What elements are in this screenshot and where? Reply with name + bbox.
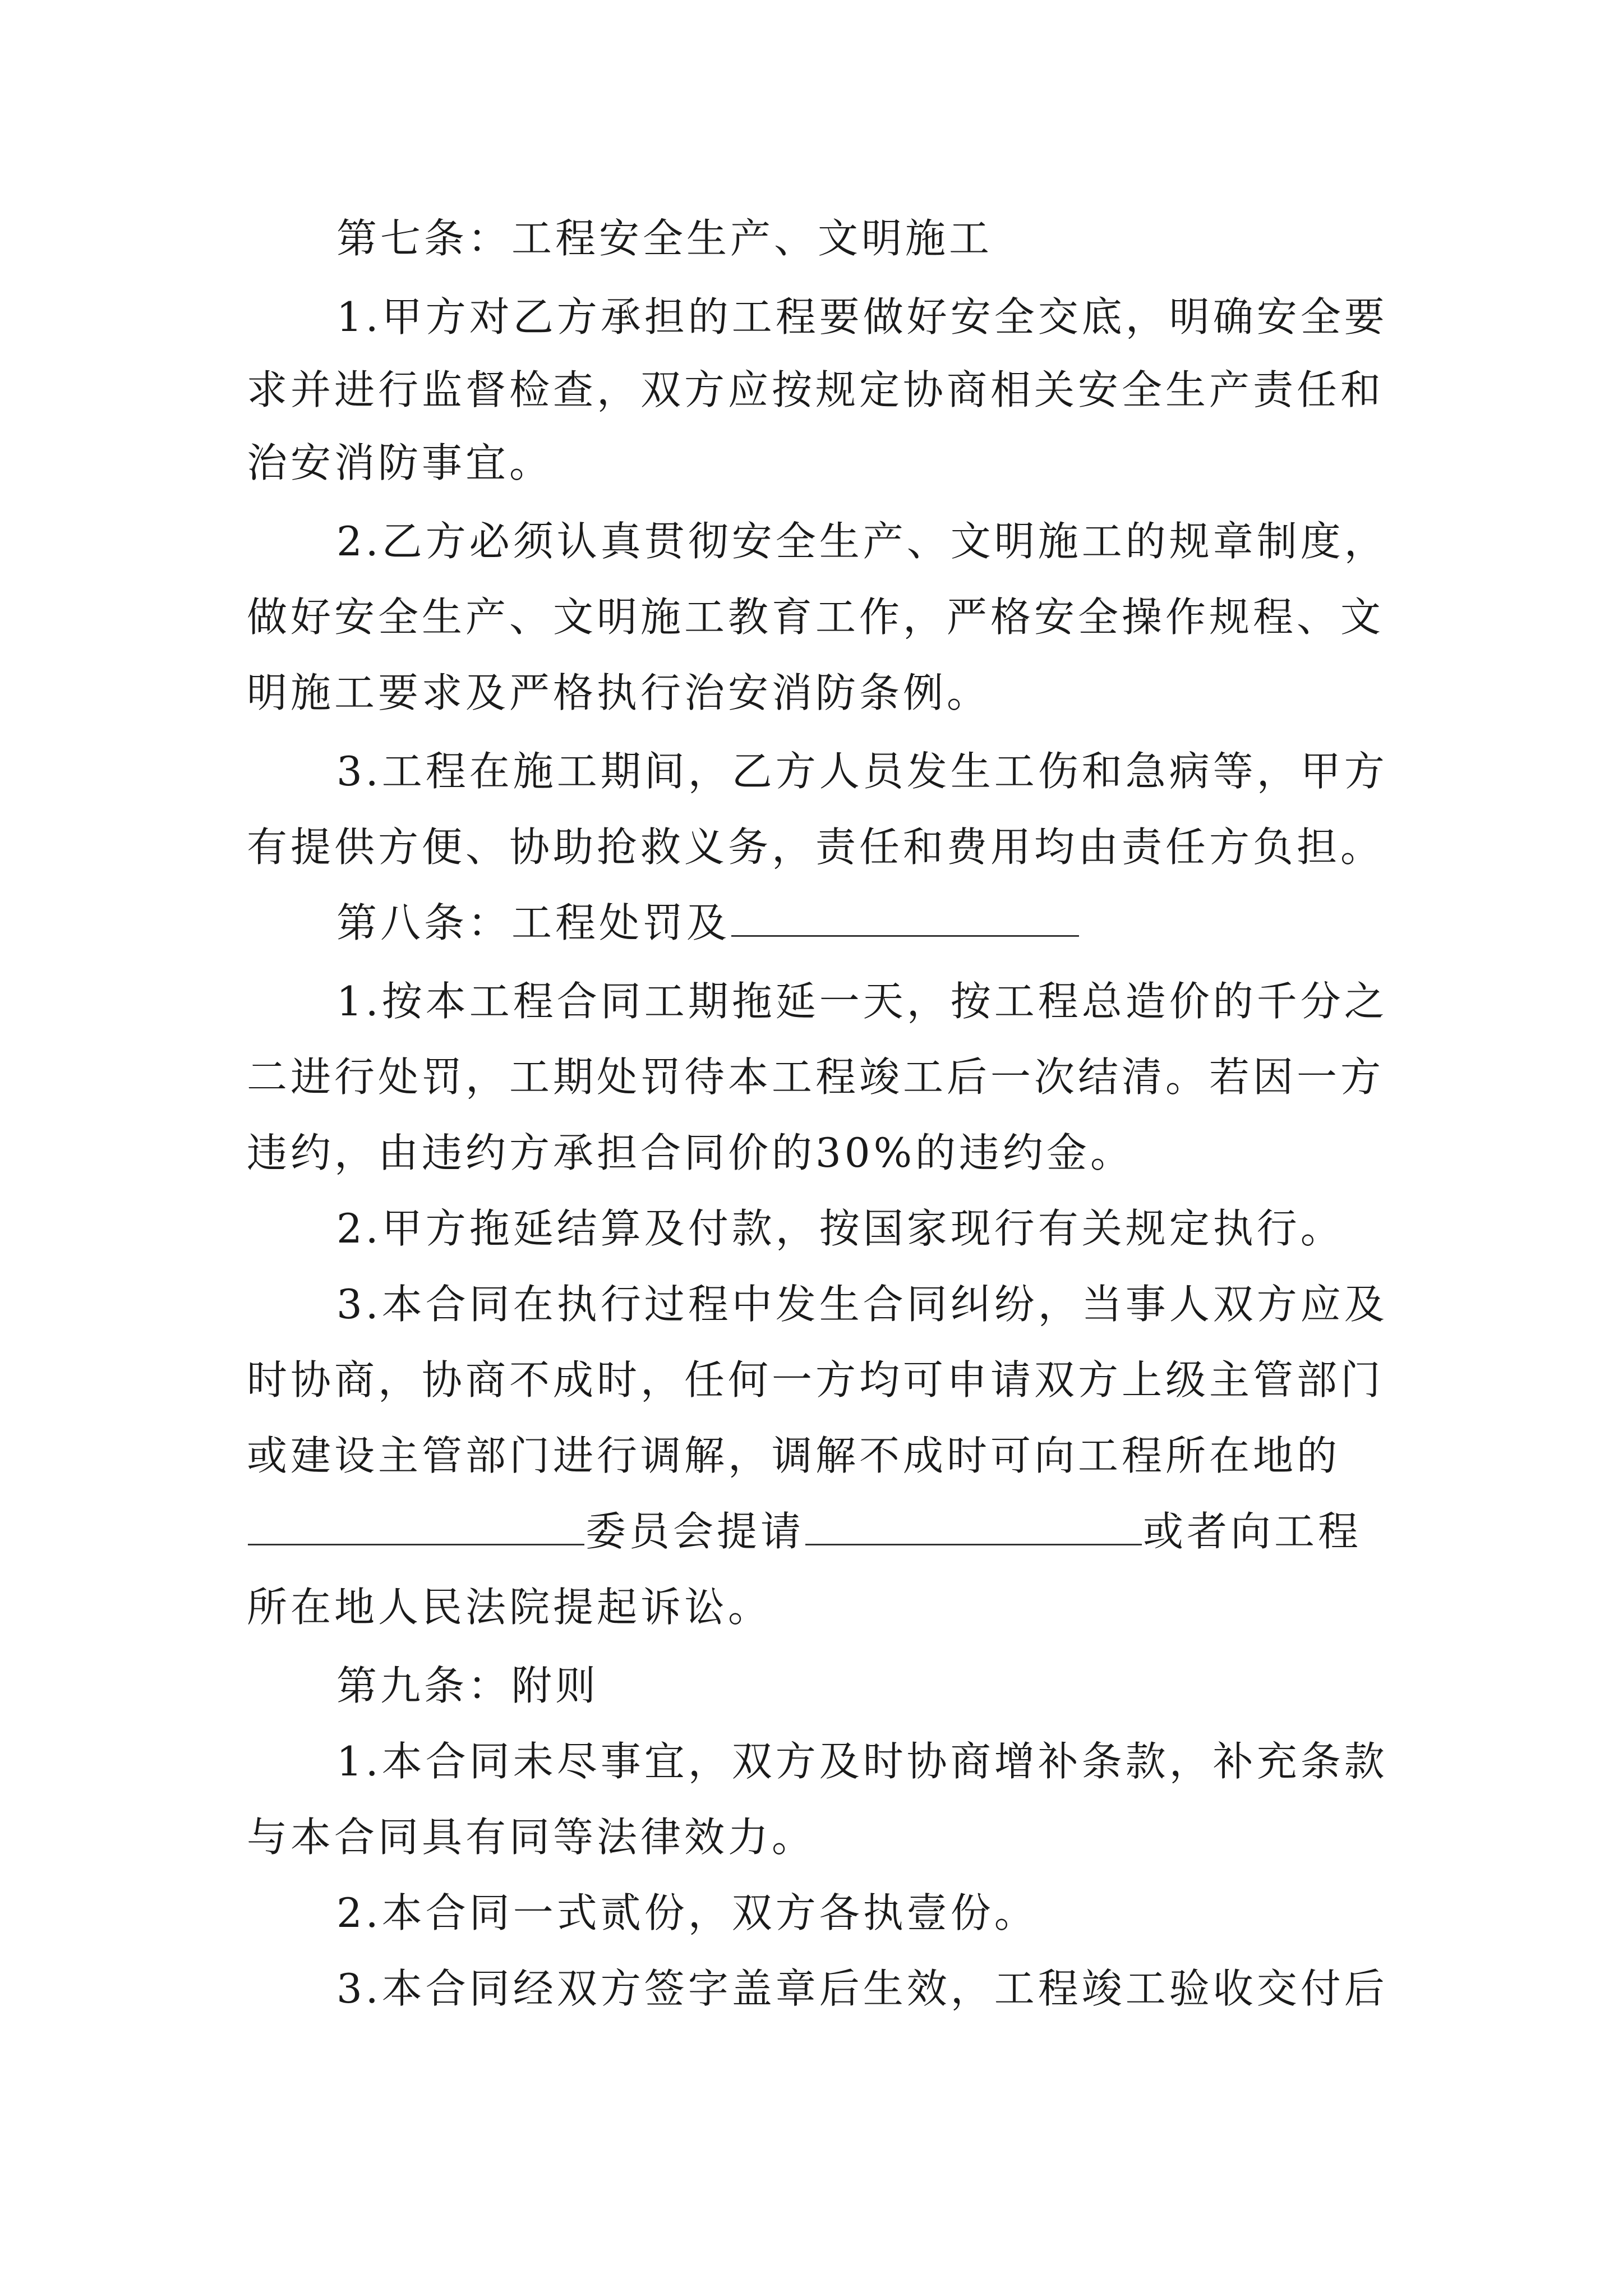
article-8-clause-3-line-2: 时协商，协商不成时，任何一方均可申请双方上级主管部门 [247, 1356, 1385, 1404]
article-8-clause-3-line-4 [247, 1501, 1396, 1562]
article-8-clause-3-line-3: 或建设主管部门进行调解，调解不成时可向工程所在地的 [247, 1432, 1341, 1479]
article-8-title-line [336, 892, 1486, 954]
article-7-clause-1-line-1: 1.甲方对乙方承担的工程要做好安全交底，明确安全要 [336, 293, 1388, 341]
article-7-clause-3-line-1: 3.工程在施工期间，乙方人员发生工伤和急病等，甲方 [336, 748, 1388, 795]
article-8-clause-3-line-1: 3.本合同在执行过程中发生合同纠纷，当事人双方应及 [336, 1281, 1388, 1328]
article-8-clause-1-line-2: 二进行处罚，工期处罚待本工程竣工后一次结清。若因一方 [247, 1053, 1385, 1101]
article-7-clause-2-line-1: 2.乙方必须认真贯彻安全生产、文明施工的规章制度， [336, 518, 1388, 565]
article-8-clause-3-line-5: 所在地人民法院提起诉讼。 [247, 1584, 772, 1631]
article-8-clause-3-text-b: 或者向工程 [1143, 1508, 1362, 1555]
article-8-clause-1-line-1: 1.按本工程合同工期拖延一天，按工程总造价的千分之 [336, 978, 1388, 1025]
article-8-clause-1-line-3: 违约，由违约方承担合同价的30%的违约金。 [247, 1129, 1135, 1176]
article-7-title: 第七条：工程安全生产、文明施工 [336, 215, 993, 262]
article-9-title: 第九条：附则 [336, 1662, 600, 1709]
article-7-clause-3-line-2: 有提供方便、协助抢救义务，责任和费用均由责任方负担。 [247, 823, 1385, 871]
article-9-clause-2-line-1: 2.本合同一式贰份，双方各执壹份。 [336, 1889, 1038, 1936]
article-9-clause-3-line-1: 3.本合同经双方签字盖章后生效，工程竣工验收交付后 [336, 1965, 1388, 2012]
article-9-clause-1-line-1: 1.本合同未尽事宜，双方及时协商增补条款，补充条款 [336, 1738, 1388, 1785]
article-8-clause-2-line-1: 2.甲方拖延结算及付款，按国家现行有关规定执行。 [336, 1205, 1344, 1252]
arbitration-body-blank [248, 1509, 584, 1545]
article-7-clause-1-line-3: 治安消防事宜。 [247, 439, 554, 486]
article-7-clause-1-line-2: 求并进行监督检查，双方应按规定协商相关安全生产责任和 [247, 366, 1385, 413]
arbitration-type-blank [805, 1509, 1142, 1545]
article-7-clause-2-line-3: 明施工要求及严格执行治安消防条例。 [247, 669, 991, 716]
article-8-clause-3-text-a: 委员会提请 [585, 1508, 805, 1555]
article-8-title-blank [731, 900, 1079, 937]
article-8-title: 第八条：工程处罚及 [336, 899, 731, 946]
article-9-clause-1-line-2: 与本合同具有同等法律效力。 [247, 1814, 816, 1861]
article-7-clause-2-line-2: 做好安全生产、文明施工教育工作，严格安全操作规程、文 [247, 593, 1385, 641]
